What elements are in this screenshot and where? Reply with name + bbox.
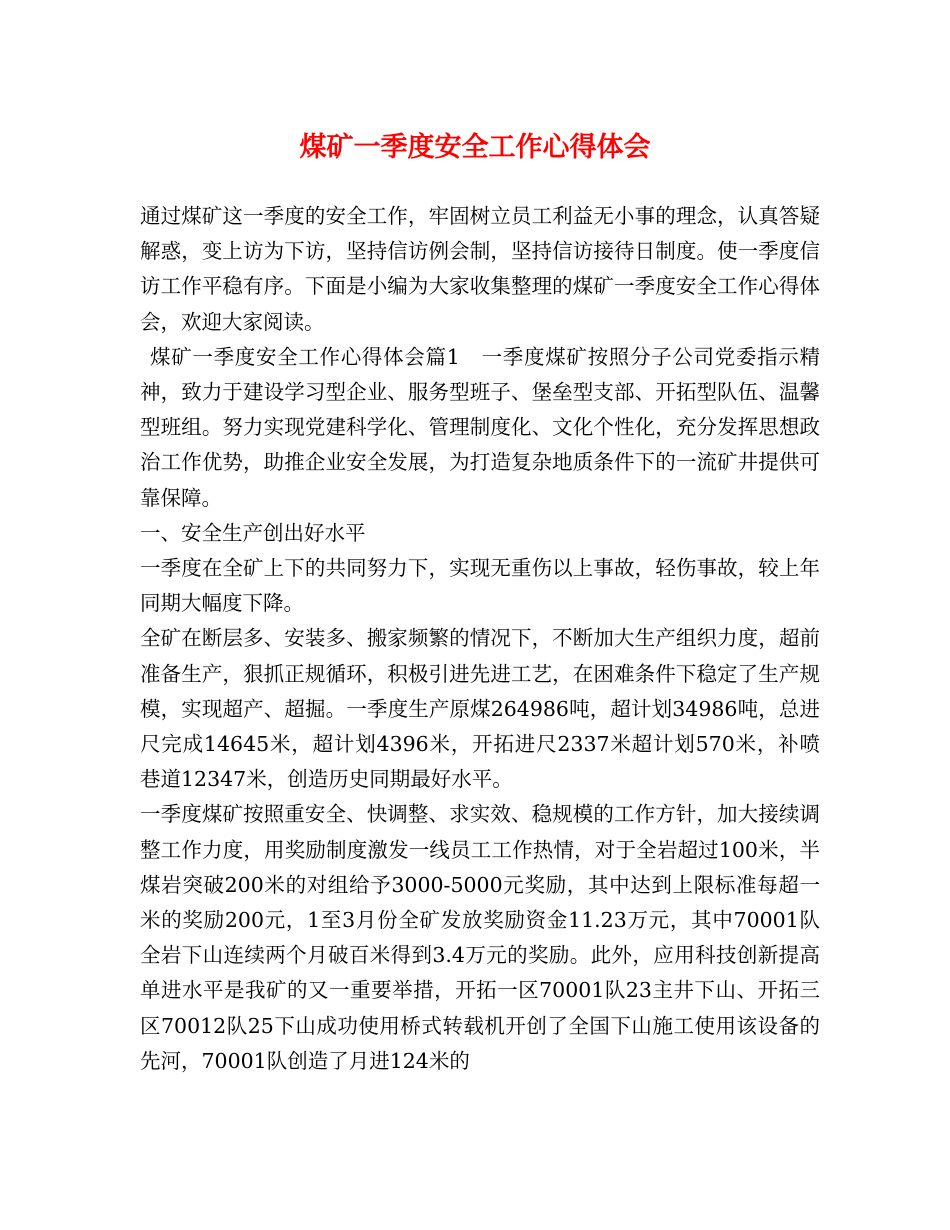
document-title: 煤矿一季度安全工作心得体会 xyxy=(299,132,651,163)
intro-paragraph: 通过煤矿这一季度的安全工作，牢固树立员工利益无小事的理念，认真答疑解惑，变上访为下访，坚持信访例会制，坚持信访接待日制度。使一季度信访工作平稳有序。下面是小编为大家收集整理的煤矿一季度安全工作心得体会，欢迎大家阅读。 xyxy=(140,204,820,334)
section-heading-paragraph: 煤矿一季度安全工作心得体会篇1 一季度煤矿按照分子公司党委指示精神，致力于建设学习型企业、服务型班子、堡垒型支部、开拓型队伍、温馨型班组。努力实现党建科学化、管理制度化、文化个性化，充分发挥思想政治工作优势，助推企业安全发展，为打造复杂地质条件下的一流矿井提供可靠保障。 xyxy=(140,344,820,510)
body-paragraph: 全矿在断层多、安装多、搬家频繁的情况下，不断加大生产组织力度，超前准备生产，狠抓正规循环，积极引进先进工艺，在困难条件下稳定了生产规模，实现超产、超掘。一季度生产原煤264986吨，超计划34986吨，总进尺完成14645米，超计划4396米，开拓进尺2337米超计划570米，补喷巷道12347米，创造历史同期最好水平。 xyxy=(140,626,820,792)
body-paragraph: 一季度煤矿按照重安全、快调整、求实效、稳规模的工作方针，加大接续调整工作力度，用奖励制度激发一线员工工作热情，对于全岩超过100米，半煤岩突破200米的对组给予3000-5000元奖励，其中达到上限标准每超一米的奖励200元，1至3月份全矿发放奖励资金11.23万元，其中70001队全岩下山连续两个月破百米得到3.4万元的奖励。此外，应用科技创新提高单进水平是我矿的又一重要举措，开拓一区70001队23主井下山、开拓三区70012队25下山成功使用桥式转载机开创了全国下山施工使用该设备的先河，70001队创造了月进124米的 xyxy=(140,802,820,1073)
document-body xyxy=(140,199,820,1079)
body-paragraph: 一季度在全矿上下的共同努力下，实现无重伤以上事故，轻伤事故，较上年同期大幅度下降。 xyxy=(140,556,820,616)
section-title-1: 一、安全生产创出好水平 xyxy=(140,520,366,545)
